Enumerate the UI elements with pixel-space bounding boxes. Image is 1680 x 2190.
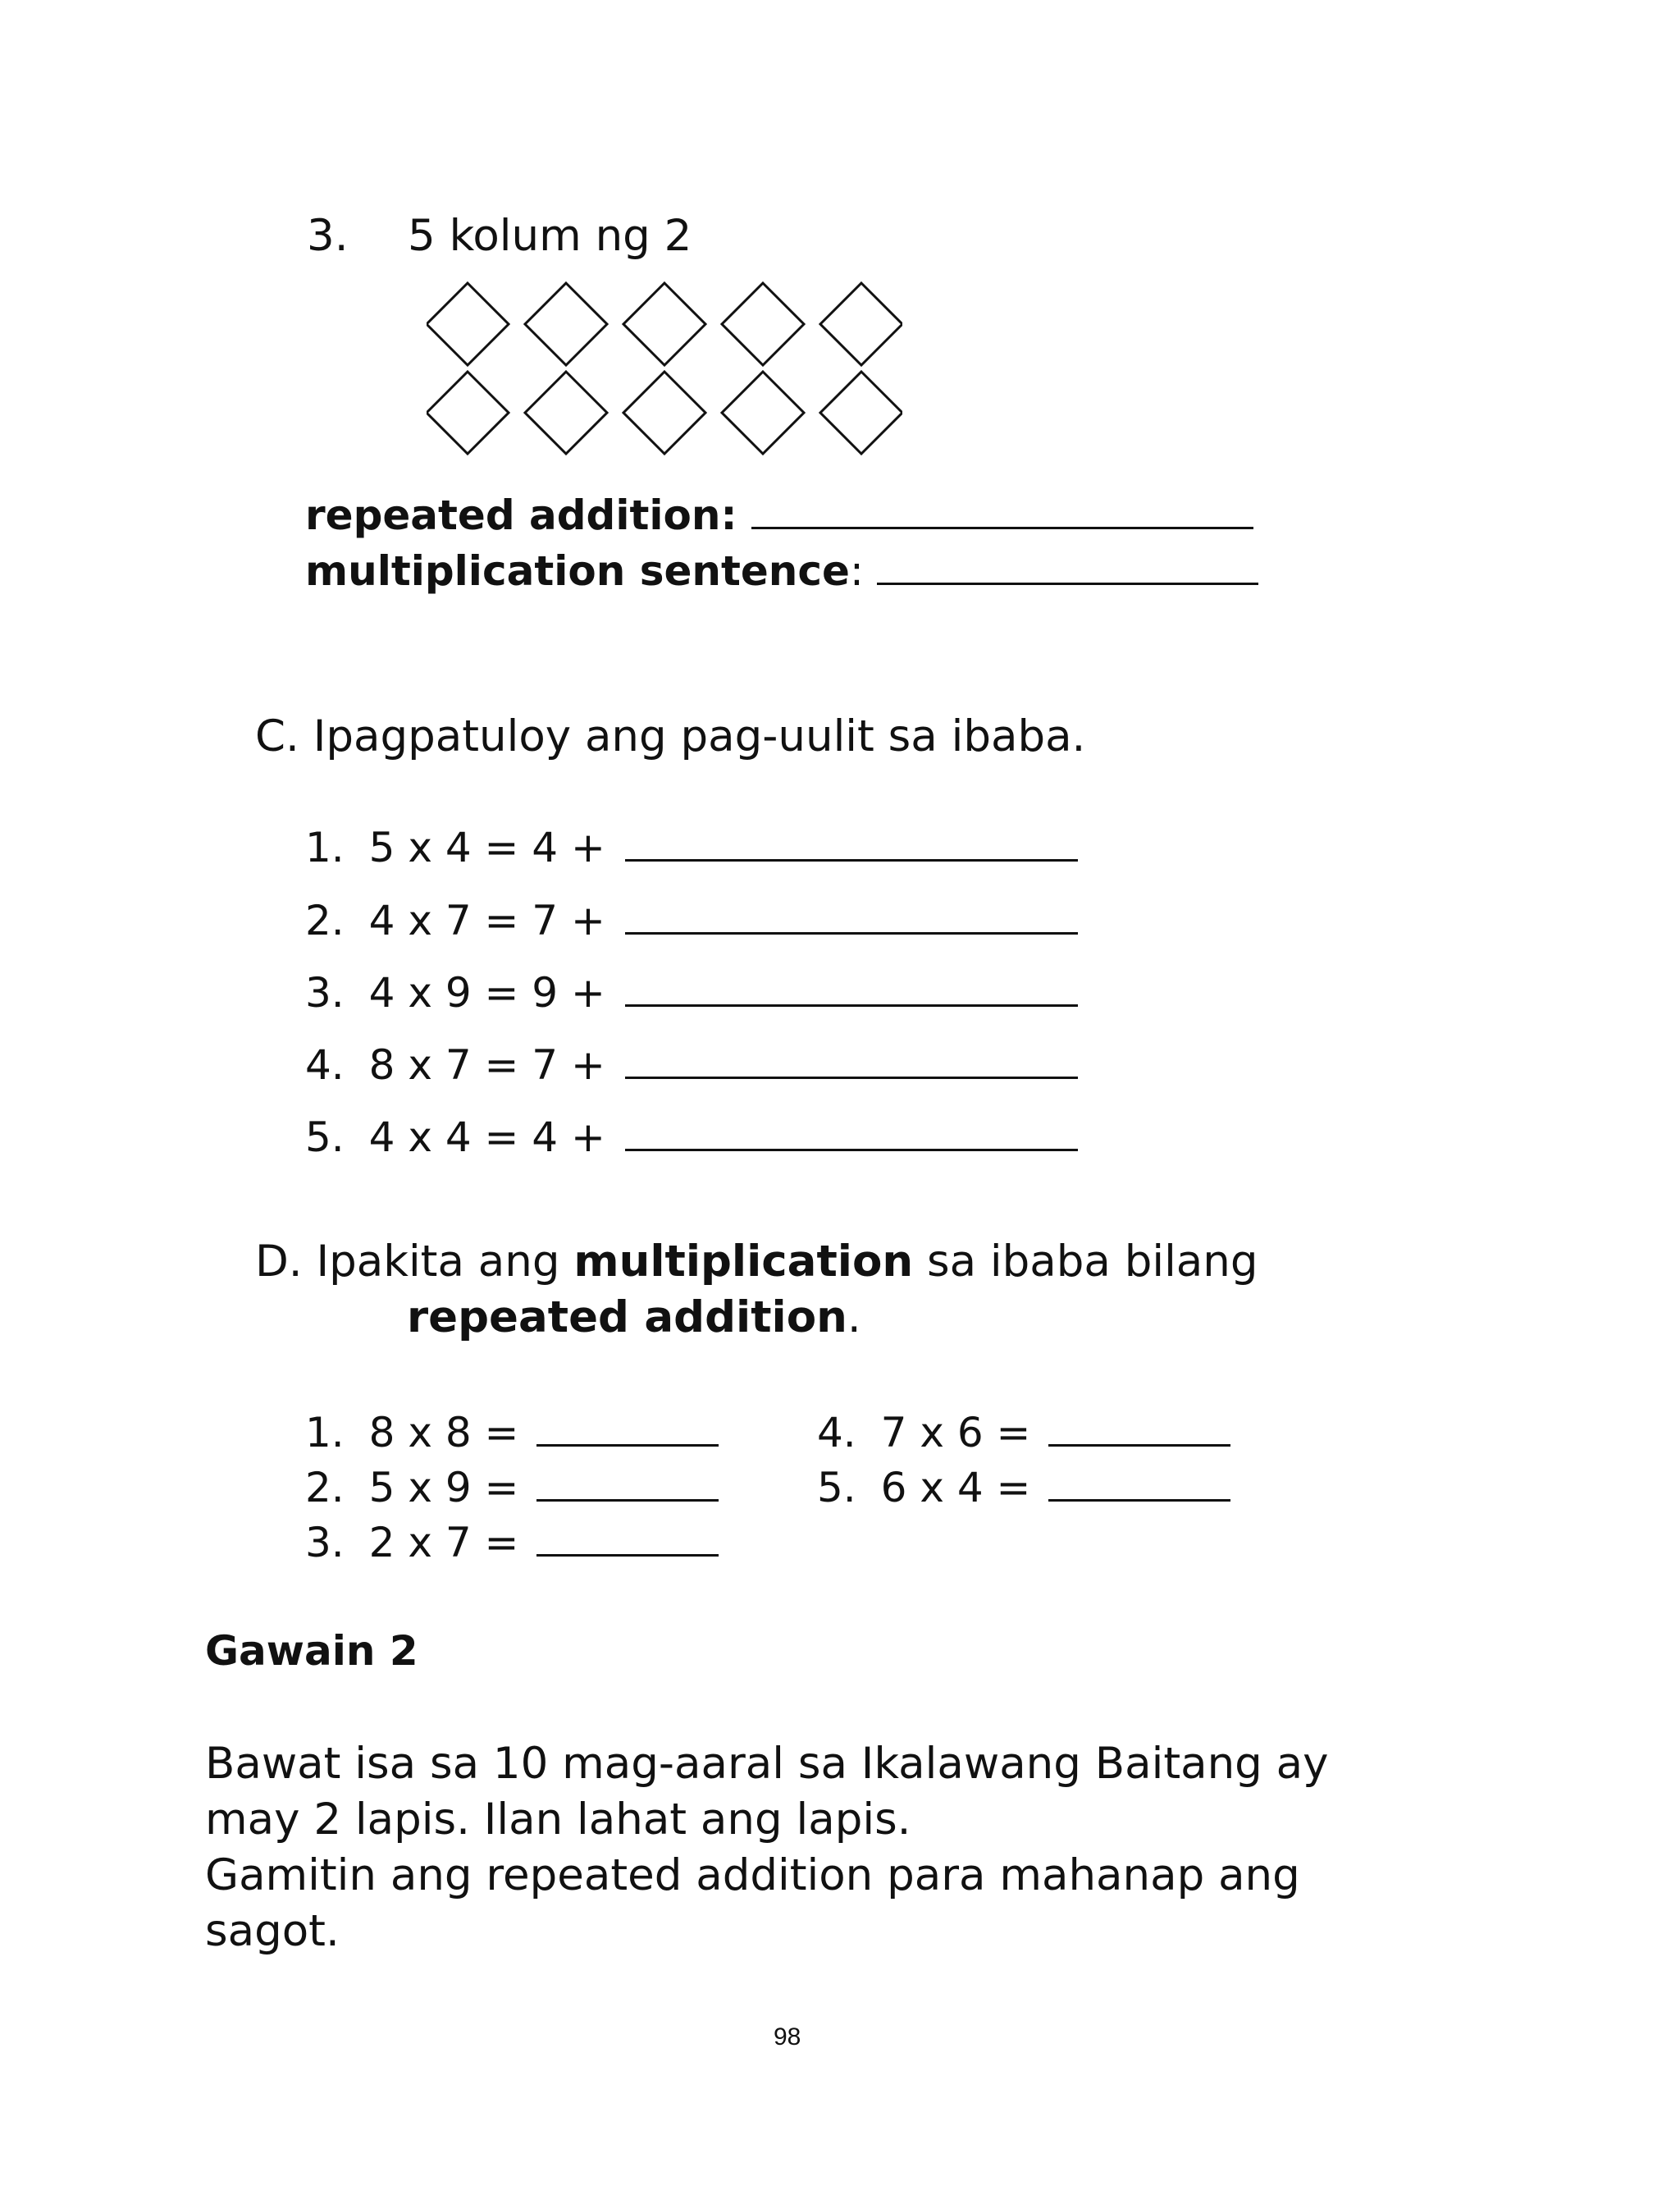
item-number: 3. (305, 969, 345, 1017)
answer-blank[interactable] (625, 1149, 1078, 1151)
diamond-shape (525, 283, 607, 365)
colon: : (849, 547, 864, 595)
item-number: 2. (305, 897, 345, 944)
multiplication-sentence-label: multiplication sentence (305, 547, 850, 595)
answer-blank[interactable] (625, 1077, 1078, 1079)
section-d-item (305, 1463, 719, 1512)
section-d-item (817, 1408, 1230, 1457)
period: . (847, 1292, 861, 1342)
section-c-item (305, 896, 1078, 945)
item-number: 4. (817, 1409, 856, 1456)
diamond-shape (820, 283, 902, 365)
diamond-shape (427, 372, 509, 454)
page-number: 98 (774, 2023, 801, 2051)
item-expression: 4 x 7 = 7 + (368, 897, 605, 944)
gawain-line: sagot. (205, 1906, 340, 1956)
answer-blank[interactable] (625, 932, 1078, 935)
item-number: 2. (305, 1464, 345, 1511)
item-number: 5. (817, 1464, 856, 1511)
multiplication-sentence-blank[interactable] (877, 583, 1258, 585)
gawain-line: Gamitin ang repeated addition para mahanap ang (205, 1850, 1300, 1900)
section-d-prefix: D. Ipakita ang (255, 1237, 560, 1287)
section-c-item (305, 1113, 1078, 1162)
answer-blank[interactable] (1048, 1499, 1230, 1502)
item-number: 4. (305, 1041, 345, 1089)
item-number: 5. (305, 1113, 345, 1161)
gawain-line: Bawat isa sa 10 mag-aaral sa Ikalawang Baitang ay (205, 1739, 1329, 1789)
item-expression: 8 x 7 = 7 + (368, 1041, 605, 1089)
item-number: 1. (305, 824, 345, 871)
diamond-grid (427, 279, 902, 459)
diamond-shape (525, 372, 607, 454)
diamond-shape (722, 283, 804, 365)
multiplication-sentence-row (305, 546, 1258, 596)
section-c-item (305, 823, 1078, 872)
gawain-line: may 2 lapis. Ilan lahat ang lapis. (205, 1795, 911, 1845)
diamond-shape (623, 372, 705, 454)
item-expression: 6 x 4 = (880, 1464, 1031, 1511)
answer-blank[interactable] (536, 1444, 719, 1447)
diamond-shape (722, 372, 804, 454)
item-number: 3. (307, 211, 349, 261)
answer-blank[interactable] (536, 1499, 719, 1502)
section-d-item (305, 1408, 719, 1457)
item-expression: 5 x 9 = (368, 1464, 519, 1511)
item-number: 3. (305, 1519, 345, 1566)
item-expression: 4 x 4 = 4 + (368, 1113, 605, 1161)
item-expression: 4 x 9 = 9 + (368, 969, 605, 1017)
repeated-addition-label: repeated addition: (305, 491, 737, 539)
section-d-item (817, 1463, 1230, 1512)
section-c-item (305, 1040, 1078, 1090)
item-expression: 8 x 8 = (368, 1409, 519, 1456)
section-c-title: C. Ipagpatuloy ang pag-uulit sa ibaba. (255, 711, 1086, 761)
answer-blank[interactable] (536, 1554, 719, 1557)
section-d-mid: sa ibaba bilang (926, 1237, 1258, 1287)
repeated-addition-row (305, 491, 1253, 540)
section-c-item (305, 968, 1078, 1017)
section-d-title (255, 1237, 1258, 1287)
answer-blank[interactable] (625, 1004, 1078, 1007)
gawain-title: Gawain 2 (205, 1627, 418, 1675)
diamond-shape (427, 283, 509, 365)
section-d-bold-term: repeated addition (407, 1292, 847, 1342)
item-expression: 7 x 6 = (880, 1409, 1031, 1456)
item-number: 1. (305, 1409, 345, 1456)
item-expression: 2 x 7 = (368, 1519, 519, 1566)
diamond-shape (820, 372, 902, 454)
section-d-title-line2 (407, 1293, 861, 1342)
answer-blank[interactable] (1048, 1444, 1230, 1447)
item-expression: 5 x 4 = 4 + (368, 824, 605, 871)
diamond-shape (623, 283, 705, 365)
answer-blank[interactable] (625, 859, 1078, 862)
section-d-bold-term: multiplication (573, 1237, 914, 1287)
repeated-addition-blank[interactable] (751, 527, 1253, 529)
section-d-item (305, 1518, 719, 1567)
item-label: 5 kolum ng 2 (408, 211, 692, 261)
